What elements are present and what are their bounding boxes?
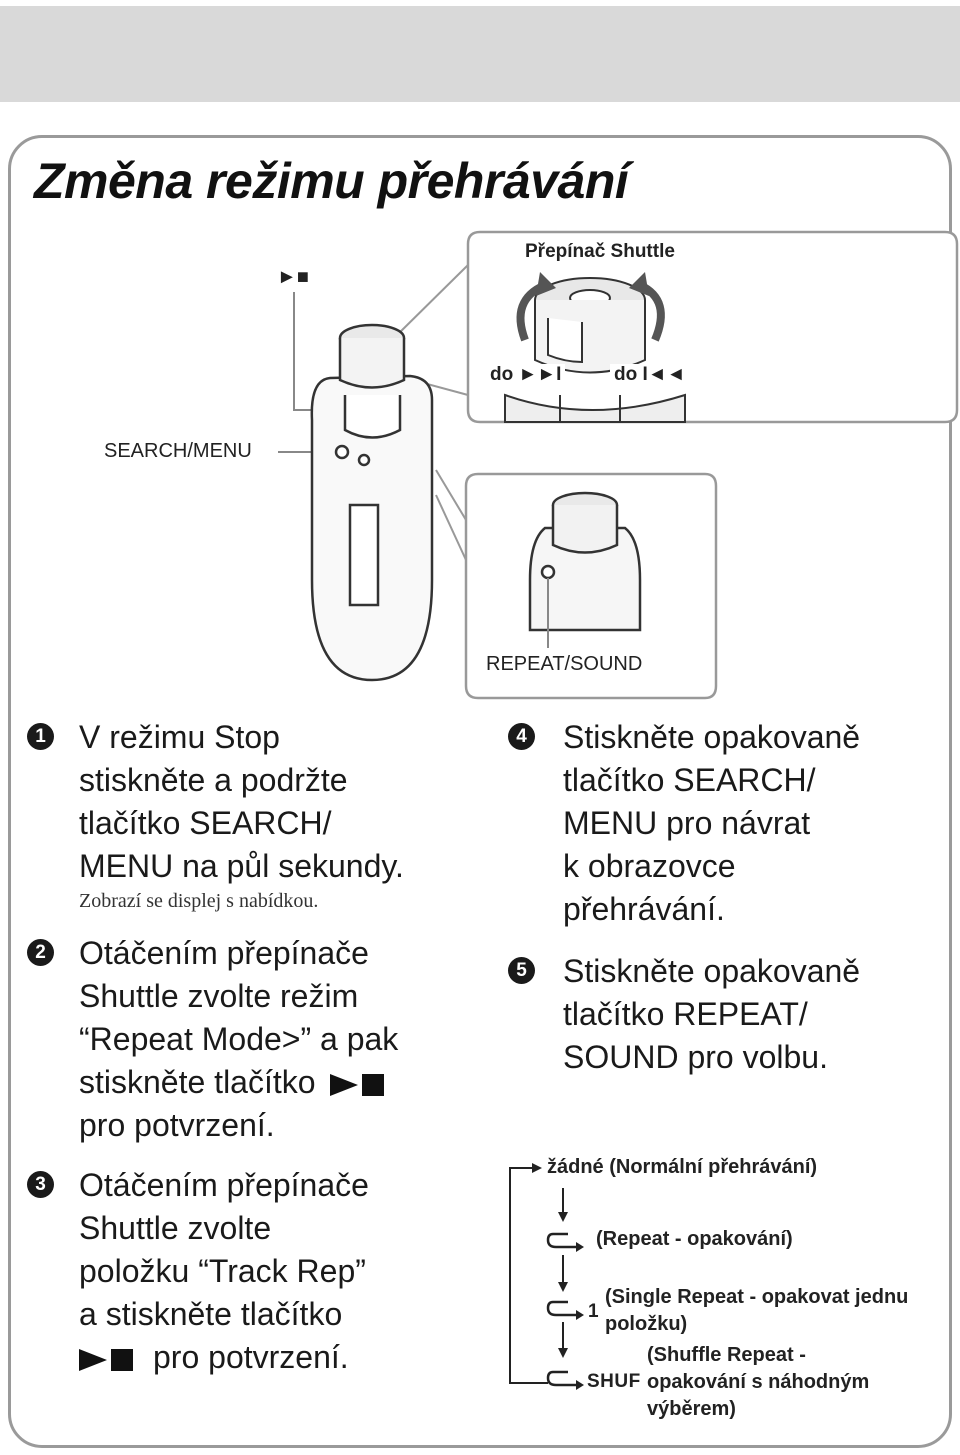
step-3: 3 Otáčením přepínače Shuttle zvolte položku “Track Rep” a stiskněte tlačítko pro potvrzení. [27,1164,467,1379]
page-title: Změna režimu přehrávání [34,153,629,209]
mode-single-repeat: (Single Repeat - opakovat jednu položku) [605,1286,909,1335]
shuffle-repeat-icon-label: SHUF [587,1371,641,1392]
single-repeat-icon-label: 1 [588,1301,599,1322]
to-prev-label: do I◄◄ [610,364,689,386]
mode-repeat: (Repeat - opakování) [596,1228,793,1250]
step-4: 4 Stiskněte opakovaně tlačítko SEARCH/ MENU pro návrat k obrazovce přehrávání. [508,716,948,931]
play-stop-label: ►■ [277,266,309,288]
mode-shuffle-repeat: (Shuffle Repeat - opakování s náhodným výběrem) [647,1344,870,1420]
to-next-label: do ►►I [486,364,565,386]
step-5: 5 Stiskněte opakovaně tlačítko REPEAT/ SOUND pro volbu. [508,950,948,1079]
play-stop-icon [324,1072,388,1098]
mode-normal: žádné (Normální přehrávání) [547,1156,818,1178]
step-2: 2 Otáčením přepínače Shuttle zvolte režim “Repeat Mode>” a pak stiskněte tlačítko pro potvrzení. [27,932,467,1147]
step-number: 1 [27,723,54,750]
play-stop-icon [79,1347,153,1373]
step-note: Zobrazí se displej s nabídkou. [79,890,319,912]
repeat-sound-label: REPEAT/SOUND [486,653,643,675]
step-number: 4 [508,723,535,750]
device-illustration [0,0,960,720]
step-number: 3 [27,1171,54,1198]
shuttle-switch-label: Přepínač Shuttle [525,241,675,262]
step-1: 1 V režimu Stop stiskněte a podržte tlačítko SEARCH/ MENU na půl sekundy. Zobrazí se displej s nabídkou. [27,716,467,914]
search-menu-label: SEARCH/MENU [104,440,252,462]
step-number: 5 [508,957,535,984]
step-number: 2 [27,939,54,966]
